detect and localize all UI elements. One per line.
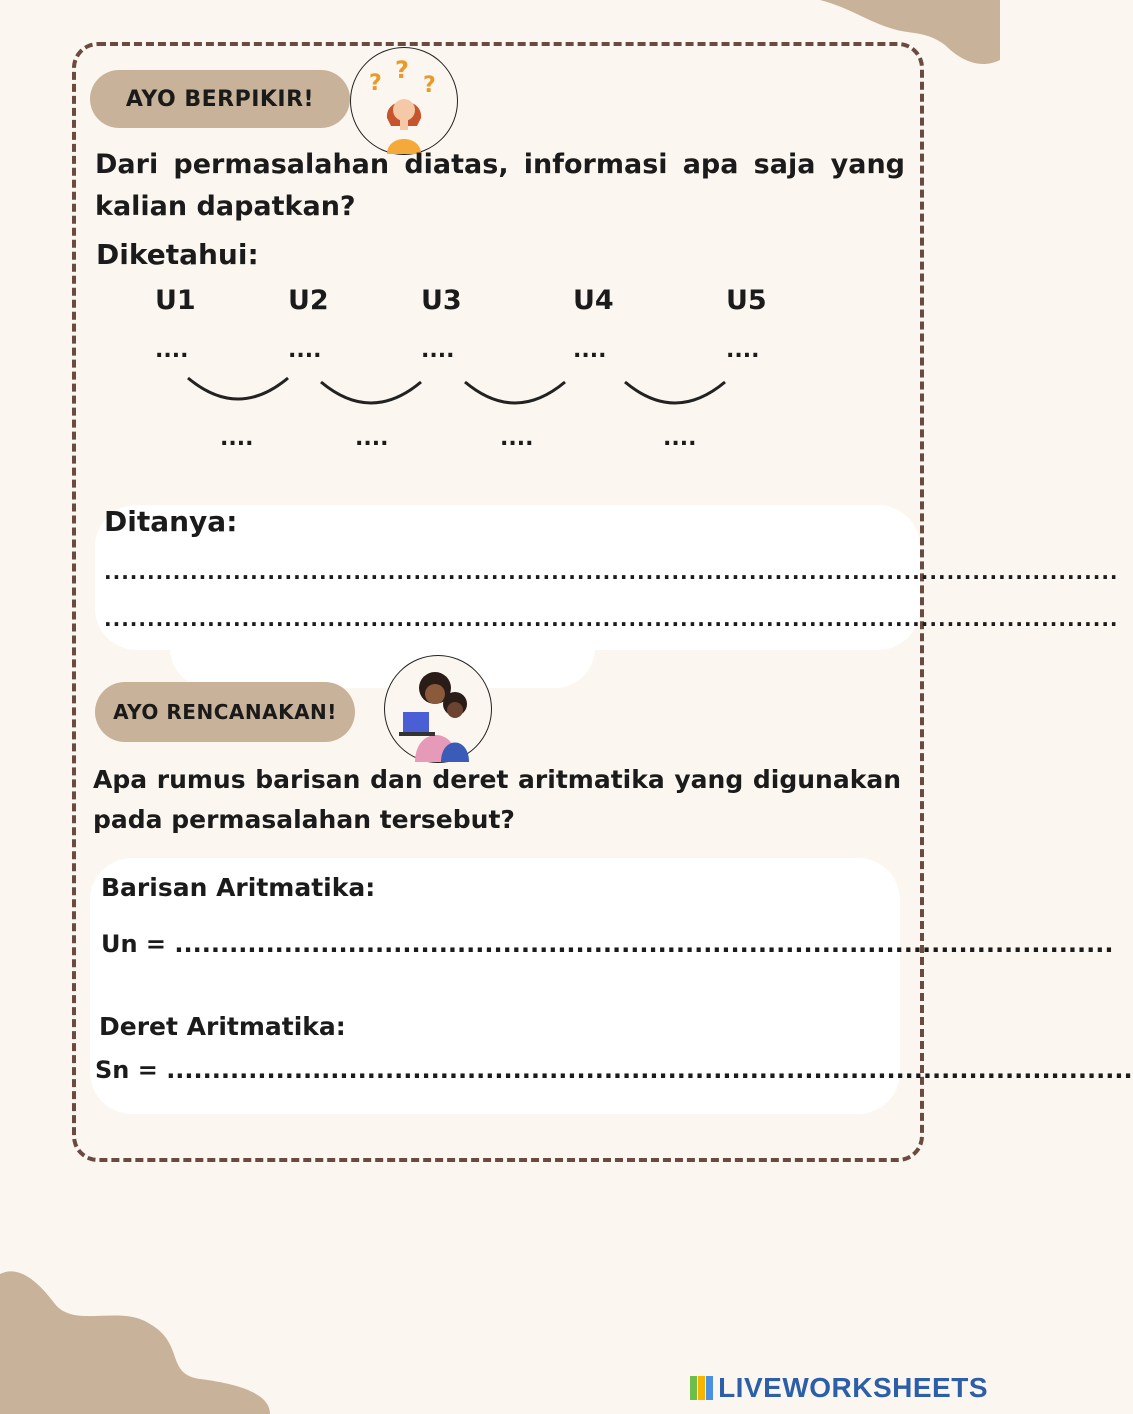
difference-3-blank[interactable]: .... (500, 426, 534, 451)
mother-child-laptop-icon (384, 655, 492, 763)
term-u4-blank[interactable]: .... (573, 338, 607, 363)
difference-2-blank[interactable]: .... (355, 426, 389, 451)
svg-text:?: ? (423, 73, 436, 98)
liveworksheets-logo (690, 1372, 988, 1404)
difference-4-blank[interactable]: .... (663, 426, 697, 451)
difference-1-blank[interactable]: .... (220, 426, 254, 451)
known-label: Diketahui: (96, 238, 259, 271)
sequence-label: Barisan Aritmatika: (101, 873, 376, 902)
term-u2-blank[interactable]: .... (288, 338, 322, 363)
logo-text: LIVEWORKSHEETS (718, 1372, 988, 1403)
term-u5: U5 (726, 285, 767, 316)
liveworksheets-logo-icon (690, 1376, 714, 1400)
ayo-rencanakan-badge (95, 682, 355, 742)
difference-arcs (0, 0, 1000, 420)
asked-answer-line-2[interactable]: ...................................................................................................................... (104, 607, 1119, 631)
term-u5-blank[interactable]: .... (726, 338, 760, 363)
badge-label: AYO BERPIKIR! (125, 86, 315, 112)
corner-blob-bottom-left (0, 1264, 280, 1414)
sequence-formula-field[interactable]: Un = ....................................................................................................... (101, 930, 1114, 958)
svg-text:?: ? (369, 71, 382, 96)
asked-answer-line-1[interactable]: ...................................................................................................................... (104, 560, 1119, 584)
term-u4: U4 (573, 285, 614, 316)
question-information: Dari permasalahan diatas, informasi apa saja yang kalian dapatkan? (95, 149, 905, 222)
term-u2: U2 (288, 285, 329, 316)
asked-label: Ditanya: (104, 505, 238, 538)
badge-label: AYO RENCANAKAN! (113, 700, 337, 724)
arc-1 (188, 378, 288, 399)
arc-2 (321, 382, 421, 403)
svg-text:?: ? (395, 56, 409, 84)
series-formula-field[interactable]: Sn = .......................................................................................................... (95, 1056, 1133, 1084)
term-u1: U1 (155, 285, 196, 316)
arc-4 (625, 382, 725, 403)
term-u3: U3 (421, 285, 462, 316)
question-formula: Apa rumus barisan dan deret aritmatika yang digunakan pada permasalahan tersebut? (93, 765, 901, 834)
arc-3 (465, 382, 565, 403)
term-u1-blank[interactable]: .... (155, 338, 189, 363)
series-label: Deret Aritmatika: (99, 1012, 346, 1041)
term-u3-blank[interactable]: .... (421, 338, 455, 363)
